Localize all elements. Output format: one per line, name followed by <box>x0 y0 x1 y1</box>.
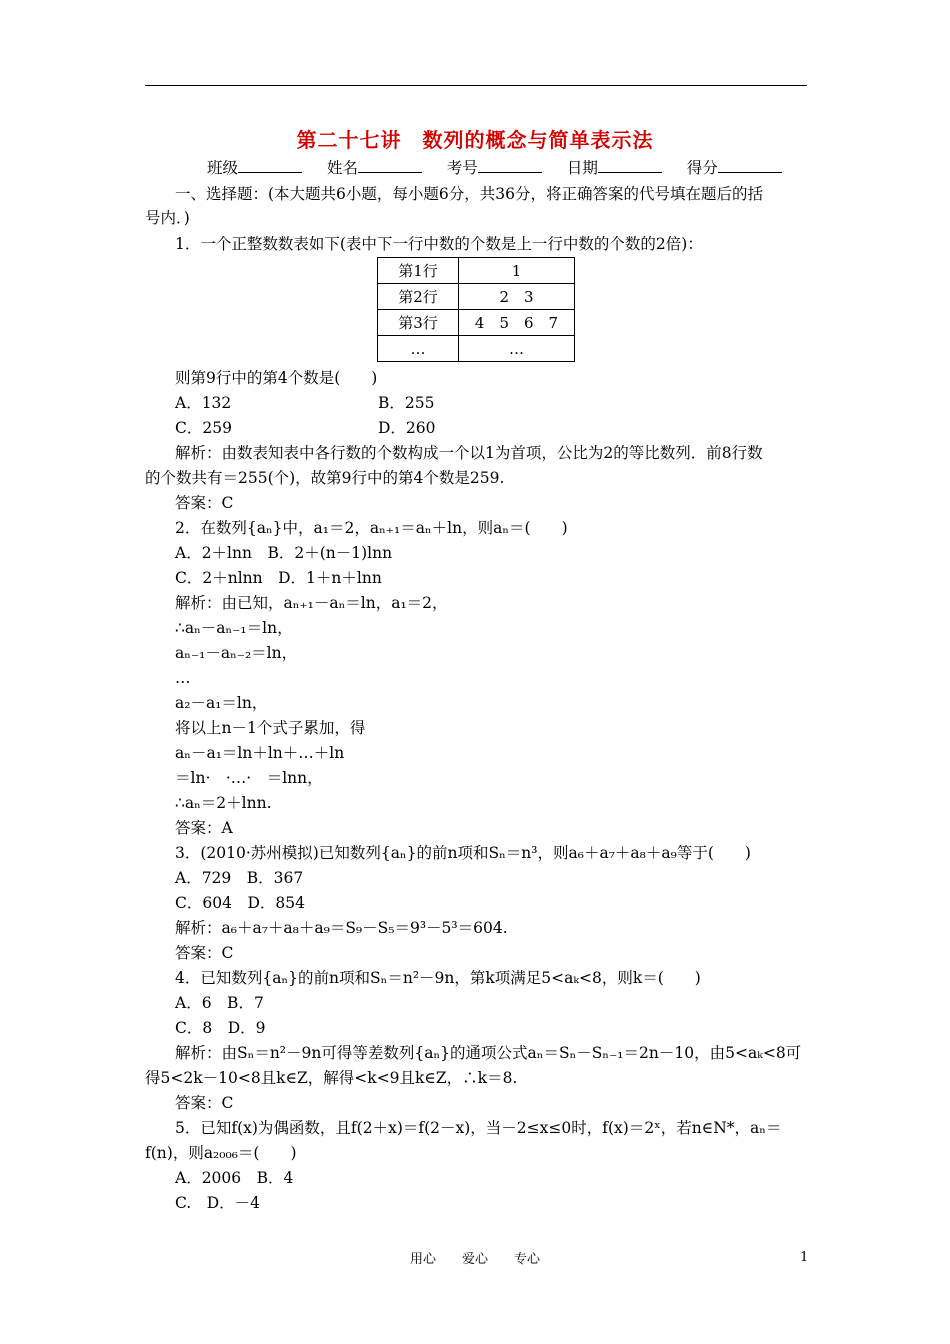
name-blank <box>358 158 422 173</box>
score-blank <box>718 158 782 173</box>
info-field-score: 得分 <box>687 159 782 177</box>
student-info-row <box>207 158 802 178</box>
q5-options-cd: C. D．－4 <box>175 1194 261 1212</box>
q2-step: a₂－a₁＝ln， <box>175 694 268 712</box>
q2-step: aₙ－a₁＝ln＋ln＋…＋ln <box>175 744 345 762</box>
q2-step: ＝ln· ·…· ＝lnn， <box>175 769 323 787</box>
q4-analysis-cont: 得5<2k－10<8且k∈Z，解得<k<9且k∈Z，∴k＝8. <box>145 1069 518 1087</box>
exam-no-blank <box>478 158 542 173</box>
date-blank <box>598 158 662 173</box>
q1-stem: 1．一个正整数数表如下(表中下一行中数的个数是上一行中数的个数的2倍)： <box>175 235 703 253</box>
q1-analysis-cont: 的个数共有＝255(个)，故第9行中的第4个数是259. <box>145 469 505 487</box>
q5-stem: 5．已知f(x)为偶函数，且f(2＋x)＝f(2－x)，当－2≤x≤0时，f(x)＝2ˣ，若n∈N*，aₙ＝ <box>175 1119 782 1137</box>
number-table <box>377 257 575 362</box>
q1-answer: 答案：C <box>175 494 234 512</box>
q4-analysis: 解析：由Sₙ＝n²－9n可得等差数列{aₙ}的通项公式aₙ＝Sₙ－Sₙ₋₁＝2n－10，由5<aₖ<8可 <box>175 1044 802 1062</box>
info-field-exam-no: 考号 <box>447 159 542 177</box>
q2-answer: 答案：A <box>175 819 233 837</box>
q3-answer: 答案：C <box>175 944 234 962</box>
page-footer: 用心 爱心 专心 <box>409 1252 540 1267</box>
q4-options-cd: C．8 D．9 <box>175 1019 266 1037</box>
q1-option-d: D．260 <box>378 419 436 437</box>
q3-analysis: 解析：a₆＋a₇＋a₈＋a₉＝S₉－S₅＝9³－5³＝604. <box>175 919 508 937</box>
q1-question: 则第9行中的第4个数是( ) <box>175 369 378 387</box>
q5-stem-cont: f(n)，则a₂₀₀₆＝( ) <box>145 1144 297 1162</box>
q1-option-c: C．259 <box>175 419 232 437</box>
q2-options-cd: C．2＋nlnn D．1＋n＋lnn <box>175 569 382 587</box>
q2-step: ∴aₙ－aₙ₋₁＝ln， <box>175 619 293 637</box>
q2-stem: 2．在数列{aₙ}中，a₁＝2，aₙ₊₁＝aₙ＋ln，则aₙ＝( ) <box>175 519 568 537</box>
section-heading: 一、选择题：(本大题共6小题，每小题6分，共36分，将正确答案的代号填在题后的括 <box>175 185 763 203</box>
table-row: … … <box>378 336 575 362</box>
q4-options-ab: A．6 B．7 <box>175 994 264 1012</box>
q5-options-ab: A．2006 B．4 <box>175 1169 294 1187</box>
table-row: 第3行 4 5 6 7 <box>378 310 575 336</box>
q2-step: … <box>175 669 191 687</box>
q2-analysis: 解析：由已知，aₙ₊₁－aₙ＝ln，a₁＝2， <box>175 594 448 612</box>
header-rule <box>145 85 807 86</box>
info-field-date: 日期 <box>567 159 662 177</box>
q4-answer: 答案：C <box>175 1094 234 1112</box>
q1-analysis: 解析：由数表知表中各行数的个数构成一个以1为首项，公比为2的等比数列．前8行数 <box>175 444 763 462</box>
info-field-class: 班级 <box>207 159 302 177</box>
page-title: 第二十七讲 数列的概念与简单表示法 <box>296 128 654 152</box>
section-heading-cont: 号内．) <box>145 209 190 227</box>
q2-step: ∴aₙ＝2＋lnn. <box>175 794 272 812</box>
q3-stem: 3．(2010·苏州模拟)已知数列{aₙ}的前n项和Sₙ＝n³，则a₆＋a₇＋a₈＋a₉等于( ) <box>175 844 751 862</box>
table-row: 第1行 1 <box>378 258 575 284</box>
q3-options-ab: A．729 B．367 <box>175 869 304 887</box>
info-field-name: 姓名 <box>327 159 422 177</box>
table-row: 第2行 2 3 <box>378 284 575 310</box>
q1-option-b: B．255 <box>378 394 435 412</box>
page-number: 1 <box>800 1250 809 1265</box>
q4-stem: 4．已知数列{aₙ}的前n项和Sₙ＝n²－9n，第k项满足5<aₖ<8，则k＝( ) <box>175 969 701 987</box>
q2-step: aₙ₋₁－aₙ₋₂＝ln， <box>175 644 298 662</box>
q2-step: 将以上n－1个式子累加，得 <box>175 719 366 737</box>
q3-options-cd: C．604 D．854 <box>175 894 305 912</box>
class-blank <box>238 158 302 173</box>
q1-option-a: A．132 <box>175 394 232 412</box>
q2-options-ab: A．2＋lnn B．2＋(n－1)lnn <box>175 544 393 562</box>
